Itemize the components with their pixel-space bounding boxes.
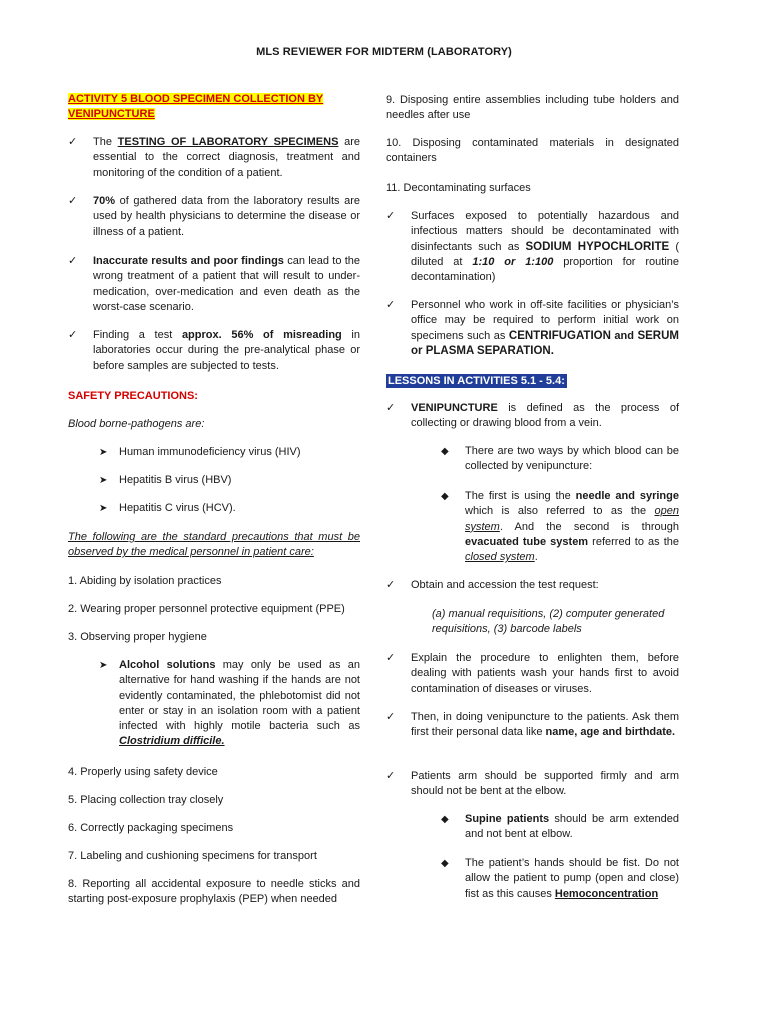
check-icon: ✓	[386, 299, 396, 311]
list-item: ✓ Obtain and accession the test request:	[386, 578, 679, 593]
check-icon: ✓	[68, 195, 78, 207]
list-item: 2. Wearing proper personnel protective equipment (PPE)	[68, 603, 345, 615]
arrow-icon: ➤	[99, 447, 108, 458]
list-item: ✓ Finding a test approx. 56% of misreading in laboratories occur during the pre-analytical phase or before samples are subjected to tests.	[68, 329, 360, 372]
list-item: ✓ Patients arm should be supported firmly and arm should not be bent at the elbow.	[386, 770, 679, 798]
list-item: ◆ There are two ways by which blood can be collected by venipuncture:	[441, 445, 679, 473]
arrow-icon: ➤	[99, 503, 108, 514]
list-item: ✓ The TESTING OF LABORATORY SPECIMENS are essential to the correct diagnosis, treatment and monitoring of the condition of a patient.	[68, 136, 360, 179]
pathogens-intro: Blood borne-pathogens are:	[68, 418, 205, 430]
requisitions-note: (a) manual requisitions, (2) computer generated requisitions, (3) barcode labels	[432, 608, 665, 636]
list-item: 8. Reporting all accidental exposure to needle sticks and starting post-exposure prophylaxis (PEP) when needed	[68, 878, 360, 906]
list-item: ✓ Personnel who work in off-site facilities or physician’s office may be required to perform initial work on specimens such as CENTRIFUGATION and SERUM or PLASMA SEPARATION.	[386, 299, 679, 357]
check-icon: ✓	[386, 652, 396, 664]
diamond-icon: ◆	[441, 491, 449, 502]
list-item: ✓ 70% of gathered data from the laboratory results are used by health physicians to determine the disease or illness of a patient.	[68, 195, 360, 238]
list-item: 3. Observing proper hygiene	[68, 631, 207, 643]
check-icon: ✓	[68, 329, 78, 341]
list-item: ◆ The patient’s hands should be fist. Do not allow the patient to pump (open and close) fist as this causes Hemoconcentration	[441, 857, 679, 900]
diamond-icon: ◆	[441, 858, 449, 869]
list-item: 9. Disposing entire assemblies including tube holders and needles after use	[386, 94, 679, 122]
list-item: ◆ The first is using the needle and syringe which is also referred to as the open system. And the second is through evacuated tube system referred to as the closed system.	[441, 490, 679, 564]
list-item: ➤ Hepatitis C virus (HCV).	[68, 501, 360, 516]
list-item: ✓ Inaccurate results and poor findings can lead to the wrong treatment of a patient that will result to under-medication, over-medication and even death as the worst-case scenario.	[68, 255, 360, 313]
list-item: ✓ Surfaces exposed to potentially hazardous and infectious matters should be decontaminated with disinfectants such as SODIUM HYPOCHLORITE ( diluted at 1:10 or 1:100 proportion for routine decontamination)	[386, 210, 679, 284]
list-item: ✓ Then, in doing venipuncture to the patients. Ask them first their personal data like name, age and birthdate.	[386, 711, 679, 739]
check-icon: ✓	[386, 210, 396, 222]
page-title: MLS REVIEWER FOR MIDTERM (LABORATORY)	[256, 46, 512, 58]
activity-heading: ACTIVITY 5 BLOOD SPECIMEN COLLECTION BY VENIPUNCTURE	[68, 93, 324, 121]
list-item: ◆ Supine patients should be arm extended and not bent at elbow.	[441, 813, 679, 841]
check-icon: ✓	[68, 136, 78, 148]
check-icon: ✓	[68, 255, 78, 267]
list-item: 11. Decontaminating surfaces	[386, 182, 531, 194]
safety-heading: SAFETY PRECAUTIONS:	[68, 390, 198, 402]
arrow-icon: ➤	[99, 475, 108, 486]
diamond-icon: ◆	[441, 814, 449, 825]
list-item: ✓ VENIPUNCTURE is defined as the process of collecting or drawing blood from a vein.	[386, 402, 679, 430]
list-item: 5. Placing collection tray closely	[68, 794, 224, 806]
list-item: ➤ Hepatitis B virus (HBV)	[68, 473, 360, 488]
arrow-icon: ➤	[99, 660, 108, 671]
list-item: 1. Abiding by isolation practices	[68, 575, 222, 587]
check-icon: ✓	[386, 711, 396, 723]
list-item: 10. Disposing contaminated materials in designated containers	[386, 137, 679, 165]
diamond-icon: ◆	[441, 446, 449, 457]
list-item: ✓ Explain the procedure to enlighten them, before dealing with patients wash your hands first to avoid contamination of diseases or viruses.	[386, 652, 679, 695]
lessons-heading: LESSONS IN ACTIVITIES 5.1 - 5.4:	[388, 375, 565, 387]
check-icon: ✓	[386, 579, 396, 591]
list-item: 4. Properly using safety device	[68, 766, 218, 778]
list-item: ➤ Human immunodeficiency virus (HIV)	[68, 445, 360, 460]
standard-precautions-intro: The following are the standard precautions that must be observed by the medical personnel in patient care:	[68, 531, 360, 559]
check-icon: ✓	[386, 402, 396, 414]
list-item: 6. Correctly packaging specimens	[68, 822, 234, 834]
list-item: 7. Labeling and cushioning specimens for transport	[68, 850, 317, 862]
check-icon: ✓	[386, 770, 396, 782]
list-item: ➤ Alcohol solutions may only be used as an alternative for hand washing if the hands are not evidently contaminated, the phlebotomist did not enter or stay in an isolation room with a patient infected with highly motile bacteria such as Clostridium difficile.	[99, 659, 360, 748]
